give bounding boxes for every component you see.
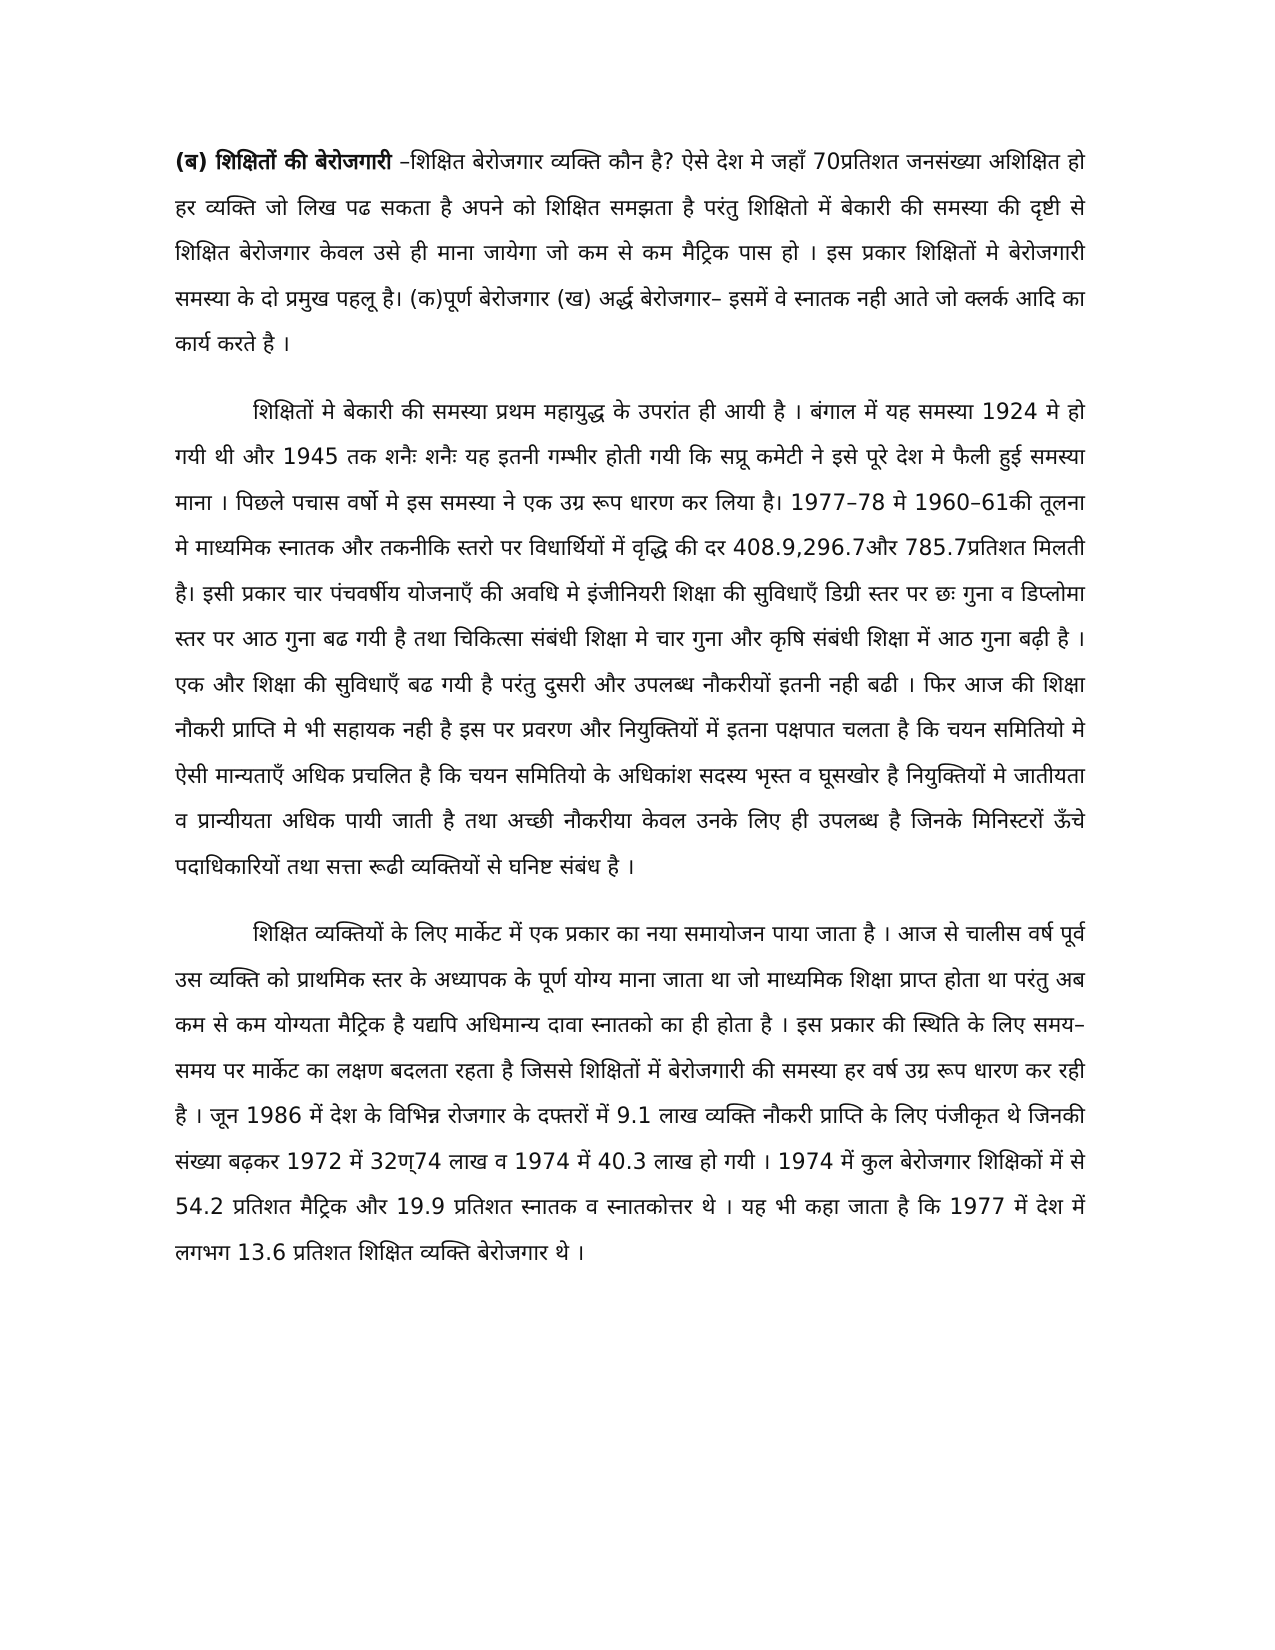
paragraph-spacer (175, 368, 1085, 390)
section-heading: (ब) शिक्षितों की बेरोजगारी (175, 150, 392, 175)
document-page (175, 140, 1085, 1276)
paragraph-1 (175, 140, 1085, 368)
paragraph-spacer (175, 890, 1085, 912)
paragraph-3: शिक्षित व्यक्तियों के लिए मार्केट में एक प्रकार का नया समायोजन पाया जाता है । आज से चालीस वर्ष पूर्व उस व्यक्ति को प्राथमिक स्तर के अध्यापक के पूर्ण योग्य माना जाता था जो माध्यमिक शिक्षा प्राप्त होता था परंतु अब कम से कम योग्यता मैट्रिक है यद्यपि अधिमान्य दावा स्नातको का ही होता है । इस प्रकार की स्थिति के लिए समय–समय पर मार्केट का लक्षण बदलता रहता है जिससे शिक्षितों में बेरोजगारी की समस्या हर वर्ष उग्र रूप धारण कर रही है । जून 1986 में देश के विभिन्न रोजगार के दफ्तरों में 9.1 लाख व्यक्ति नौकरी प्राप्ति के लिए पंजीकृत थे जिनकी संख्या बढ़कर 1972 में 32ण्74 लाख व 1974 में 40.3 लाख हो गयी । 1974 में कुल बेरोजगार शिक्षिकों में से 54.2 प्रतिशत मैट्रिक और 19.9 प्रतिशत स्नातक व स्नातकोत्तर थे । यह भी कहा जाता है कि 1977 में देश में लगभग 13.6 प्रतिशत शिक्षित व्यक्ति बेरोजगार थे । (175, 922, 1085, 1266)
paragraph-1-body: –शिक्षित बेरोजगार व्यक्ति कौन है? ऐसे देश मे जहाँ 70प्रतिशत जनसंख्या अशिक्षित हो हर व्यक्ति जो लिख पढ सकता है अपने को शिक्षित समझता है परंतु शिक्षितो में बेकारी की समस्या की दृष्टी से शिक्षित बेरोजगार केवल उसे ही माना जायेगा जो कम से कम मैट्रिक पास हो । इस प्रकार शिक्षितों मे बेरोजगारी समस्या के दो प्रमुख पहलू है। (क)पूर्ण बेरोजगार (ख) अर्द्ध बेरोजगार– इसमें वे स्नातक नही आते जो क्लर्क आदि का कार्य करते है । (175, 150, 1085, 357)
paragraph-2: शिक्षितों मे बेकारी की समस्या प्रथम महायुद्ध के उपरांत ही आयी है । बंगाल में यह समस्या 1924 मे हो गयी थी और 1945 तक शनैः शनैः यह इतनी गम्भीर होती गयी कि सप्रू कमेटी ने इसे पूरे देश मे फैली हुई समस्या माना । पिछले पचास वर्षो मे इस समस्या ने एक उग्र रूप धारण कर लिया है। 1977–78 मे 1960–61की तूलना मे माध्यमिक स्नातक और तकनीकि स्तरो पर विधार्थियों में वृद्धि की दर 408.9,296.7और 785.7प्रतिशत मिलती है। इसी प्रकार चार पंचवर्षीय योजनाएँ की अवधि मे इंजीनियरी शिक्षा की सुविधाएँ डिग्री स्तर पर छः गुना व डिप्लोमा स्तर पर आठ गुना बढ गयी है तथा चिकित्सा संबंधी शिक्षा मे चार गुना और कृषि संबंधी शिक्षा में आठ गुना बढ़ी है । एक और शिक्षा की सुविधाएँ बढ गयी है परंतु दुसरी और उपलब्ध नौकरीयों इतनी नही बढी । फिर आज की शिक्षा नौकरी प्राप्ति मे भी सहायक नही है इस पर प्रवरण और नियुक्तियों में इतना पक्षपात चलता है कि चयन समितियो मे ऐसी मान्यताएँ अधिक प्रचलित है कि चयन समितियो के अधिकांश सदस्य भृस्त व घूसखोर है नियुक्तियों मे जातीयता व प्रान्यीयता अधिक पायी जाती है तथा अच्छी नौकरीया केवल उनके लिए ही उपलब्ध है जिनके मिनिस्टरों ऊँचे पदाधिकारियों तथा सत्ता रूढी व्यक्तियों से घनिष्ट संबंध है । (175, 399, 1085, 880)
